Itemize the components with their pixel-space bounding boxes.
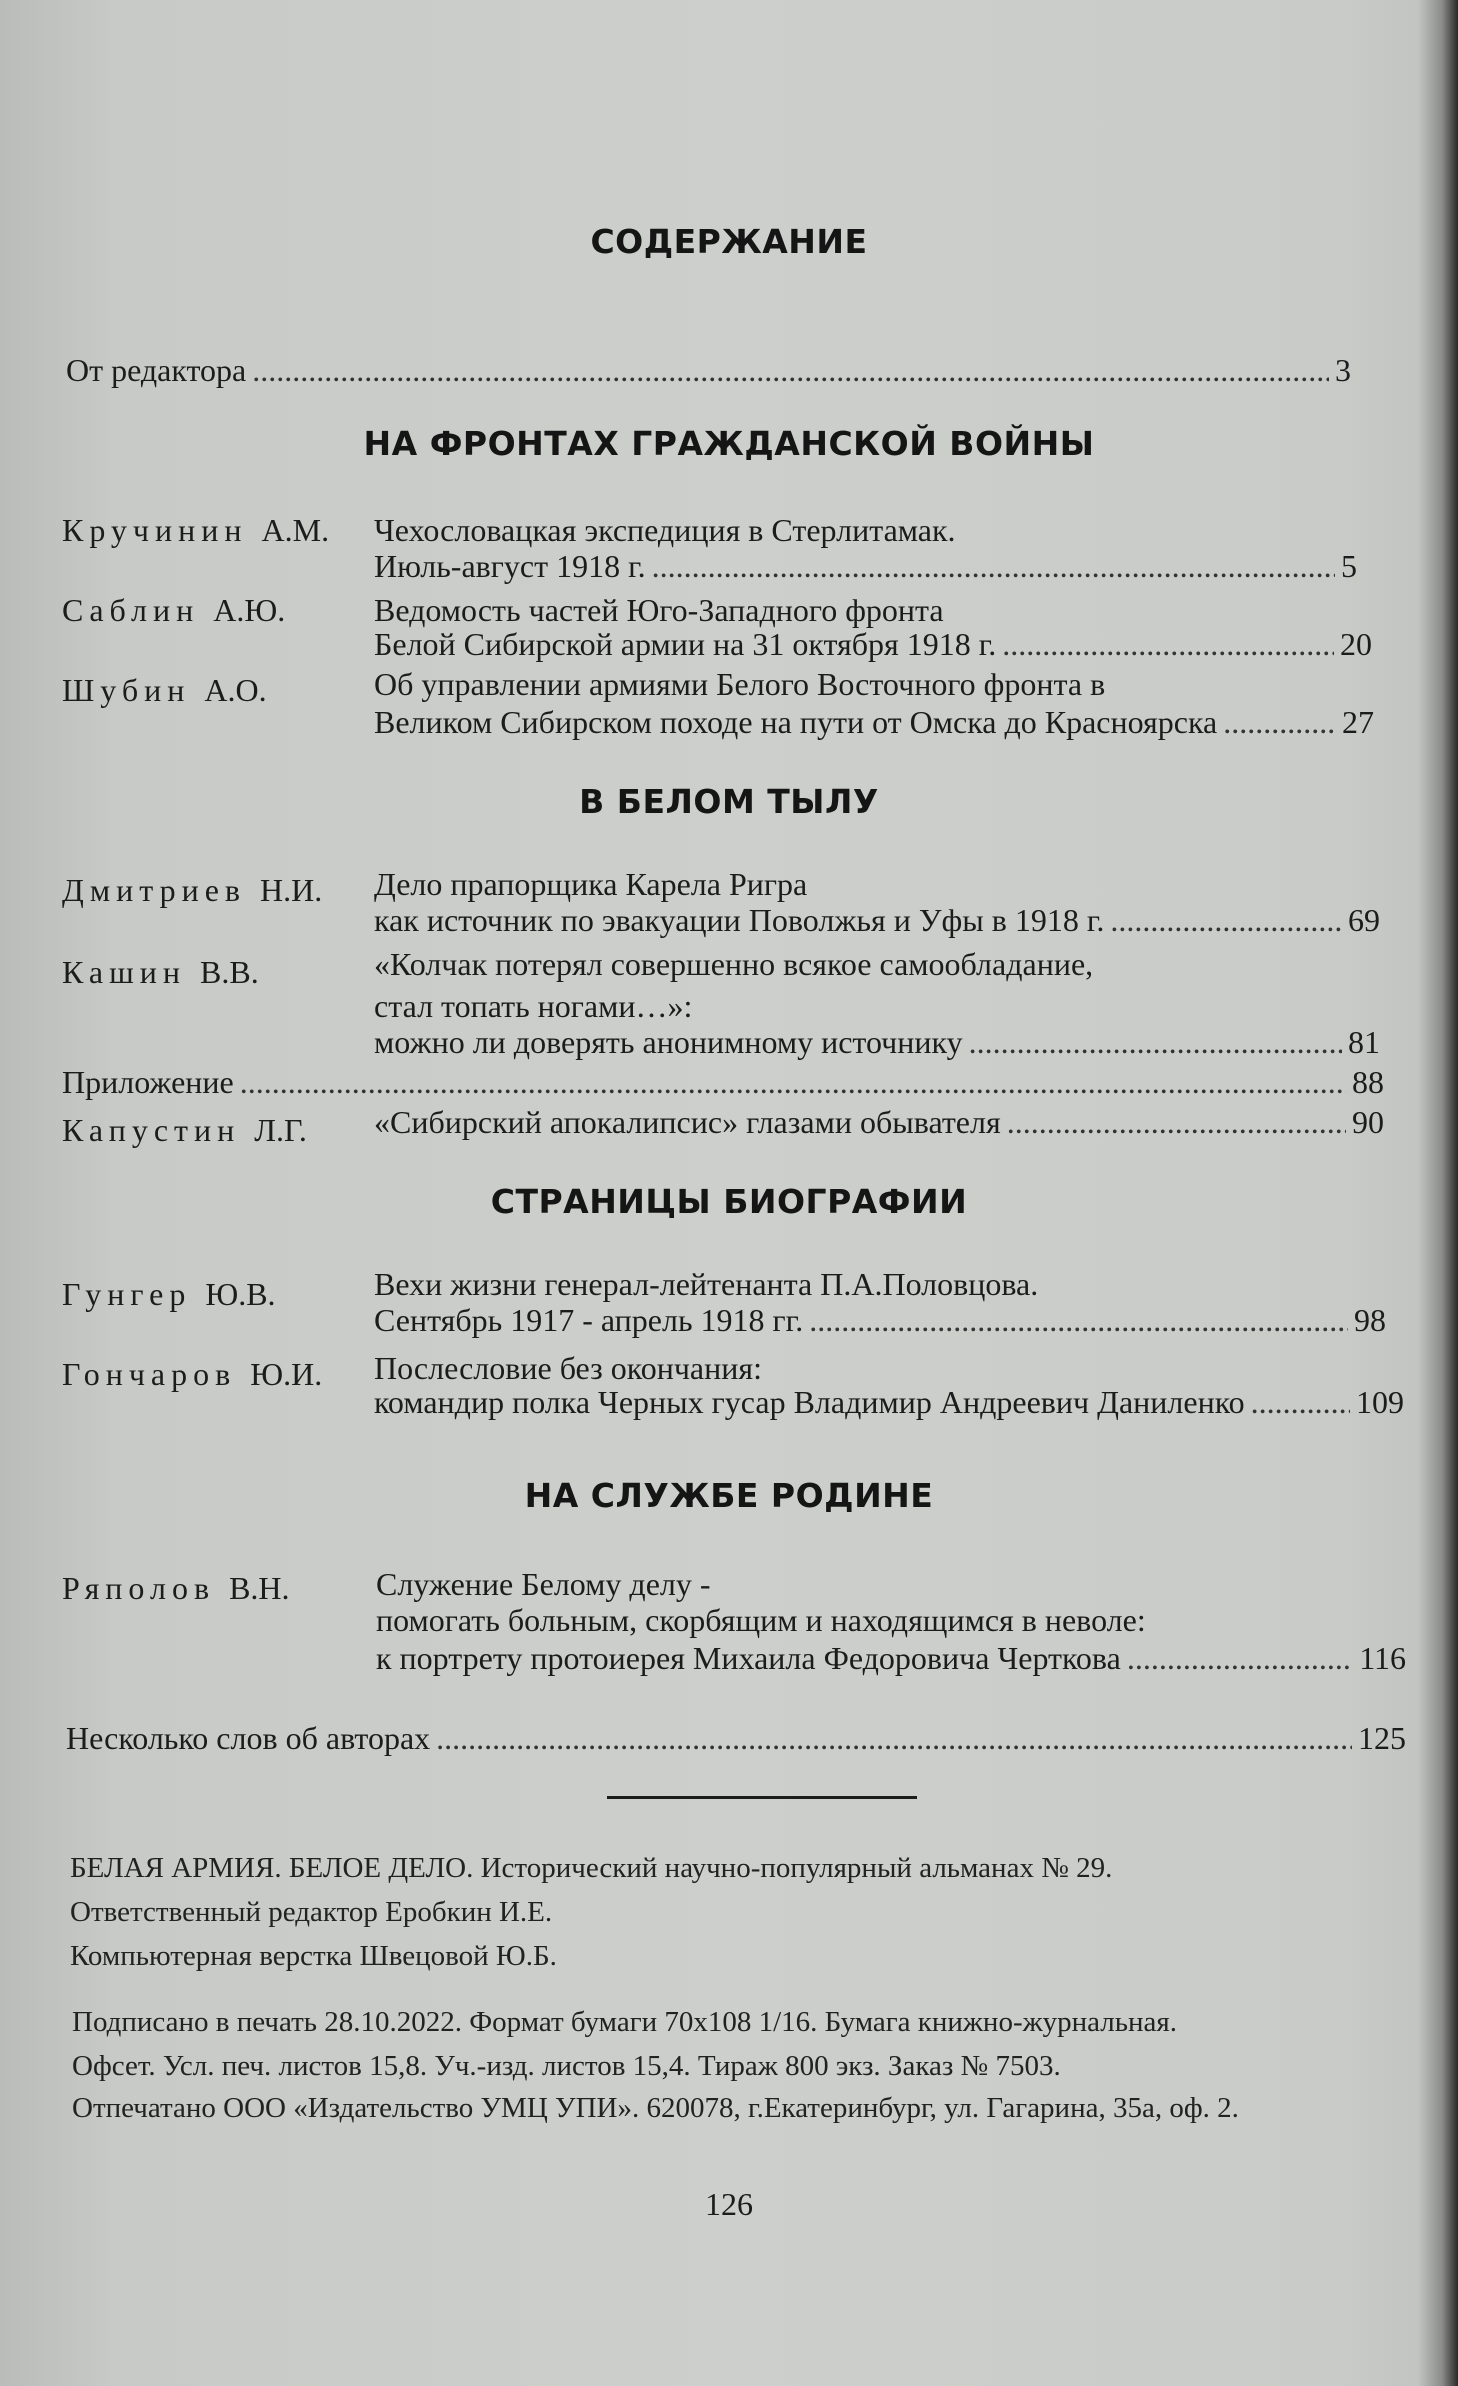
section-heading: В БЕЛОМ ТЫЛУ (579, 782, 879, 821)
entry-title: помогать больным, скорбящим и находящимся в неволе: (376, 1602, 1146, 1638)
entry-title: «Сибирский апокалипсис» глазами обывателя (374, 1104, 1001, 1140)
entry-title: Вехи жизни генерал-лейтенанта П.А.Половцова. (374, 1266, 1039, 1302)
toc-entry-appendix (62, 1064, 1384, 1101)
page-ref: 69 (1348, 902, 1380, 938)
leader-dots (1110, 902, 1342, 939)
entry-title: Об управлении армиями Белого Восточного фронта в (374, 666, 1106, 702)
toc-entry-line (374, 548, 1357, 585)
entry-title: «Колчак потерял совершенно всякое самообладание, (374, 946, 1094, 982)
section-heading: СТРАНИЦЫ БИОГРАФИИ (490, 1182, 968, 1221)
entry-title: От редактора (66, 352, 247, 388)
leader-dots (1007, 1104, 1346, 1141)
imprint-printer: Отпечатано ООО «Издательство УМЦ УПИ». 620078, г.Екатеринбург, ул. Гагарина, 35а, оф. 2. (72, 2092, 1239, 2124)
entry-title: Белой Сибирской армии на 31 октября 1918 г. (374, 626, 997, 662)
toc-entry-line (374, 902, 1380, 939)
leader-dots (809, 1302, 1348, 1339)
entry-author: Кручинин А.М. (62, 512, 330, 548)
page-ref: 116 (1359, 1640, 1406, 1676)
entry-title: как источник по эвакуации Поволжья и Уфы в 1918 г. (374, 902, 1105, 938)
entry-title: Июль-август 1918 г. (374, 548, 646, 584)
page-ref: 20 (1340, 626, 1372, 662)
entry-author: Гончаров Ю.И. (62, 1356, 323, 1392)
entry-title: Великом Сибирском походе на пути от Омска до Красноярска (374, 704, 1218, 740)
leader-dots (1002, 626, 1334, 663)
entry-title: стал топать ногами…»: (374, 988, 693, 1024)
entry-author: Ряполов В.Н. (62, 1570, 290, 1606)
entry-title: Несколько слов об авторах (66, 1720, 431, 1756)
leader-dots (240, 1064, 1346, 1101)
imprint-signed: Подписано в печать 28.10.2022. Формат бумаги 70x108 1/16. Бумага книжно-журнальная. (72, 2006, 1177, 2038)
entry-author: Гунгер Ю.В. (62, 1276, 276, 1312)
leader-dots (1127, 1640, 1353, 1677)
toc-entry-line (374, 1302, 1386, 1339)
section-heading: НА ФРОНТАХ ГРАЖДАНСКОЙ ВОЙНЫ (363, 424, 1095, 463)
toc-entry-line (374, 1024, 1380, 1061)
entry-title: Чехословацкая экспедиция в Стерлитамак. (374, 512, 956, 548)
entry-title: командир полка Черных гусар Владимир Андреевич Даниленко (374, 1384, 1245, 1420)
imprint-editor: Ответственный редактор Еробкин И.Е. (70, 1896, 553, 1928)
entry-author: Капустин Л.Г. (62, 1112, 307, 1148)
entry-title: можно ли доверять анонимному источнику (374, 1024, 963, 1060)
leader-dots (652, 548, 1335, 585)
entry-title: Ведомость частей Юго-Западного фронта (374, 592, 944, 628)
page-title: СОДЕРЖАНИЕ (590, 222, 868, 261)
leader-dots (969, 1024, 1342, 1061)
entry-title: Сентябрь 1917 - апрель 1918 гг. (374, 1302, 804, 1338)
entry-title: Послесловие без окончания: (374, 1350, 762, 1386)
toc-entry-line (374, 1104, 1384, 1141)
entry-author: Кашин В.В. (62, 954, 259, 990)
toc-entry-line (374, 626, 1372, 663)
entry-title: Служение Белому делу - (376, 1566, 711, 1602)
page-ref: 98 (1354, 1302, 1386, 1338)
toc-entry-authors (66, 1720, 1406, 1757)
leader-dots (436, 1720, 1352, 1757)
entry-title: Дело прапорщика Карела Ригра (374, 866, 808, 902)
page-ref: 90 (1352, 1104, 1384, 1140)
toc-entry-line (374, 704, 1374, 741)
entry-title: Приложение (62, 1064, 234, 1100)
page-ref: 27 (1342, 704, 1374, 740)
leader-dots (1251, 1384, 1350, 1421)
page-edge-shadow (1418, 0, 1458, 2386)
imprint-title: БЕЛАЯ АРМИЯ. БЕЛОЕ ДЕЛО. Исторический научно-популярный альманах № 29. (70, 1852, 1113, 1884)
page-ref: 109 (1356, 1384, 1404, 1420)
entry-title: к портрету протоиерея Михаила Федоровича Черткова (376, 1640, 1121, 1676)
leader-dots (1223, 704, 1336, 741)
toc-entry-editor (66, 352, 1351, 389)
divider-rule (607, 1796, 917, 1799)
section-heading: НА СЛУЖБЕ РОДИНЕ (524, 1476, 934, 1515)
imprint-layout: Компьютерная верстка Швецовой Ю.Б. (70, 1940, 557, 1972)
imprint-print-details: Офсет. Усл. печ. листов 15,8. Уч.-изд. листов 15,4. Тираж 800 экз. Заказ № 7503. (72, 2050, 1061, 2082)
leader-dots (252, 352, 1329, 389)
page-ref: 125 (1358, 1720, 1406, 1756)
entry-author: Шубин А.О. (62, 672, 267, 708)
page-ref: 88 (1352, 1064, 1384, 1100)
page-ref: 3 (1335, 352, 1351, 388)
entry-author: Саблин А.Ю. (62, 592, 286, 628)
toc-entry-line (374, 1384, 1404, 1421)
entry-author: Дмитриев Н.И. (62, 872, 323, 908)
page-ref: 81 (1348, 1024, 1380, 1060)
page-number: 126 (705, 2186, 753, 2222)
toc-entry-line (376, 1640, 1406, 1677)
page-ref: 5 (1341, 548, 1357, 584)
